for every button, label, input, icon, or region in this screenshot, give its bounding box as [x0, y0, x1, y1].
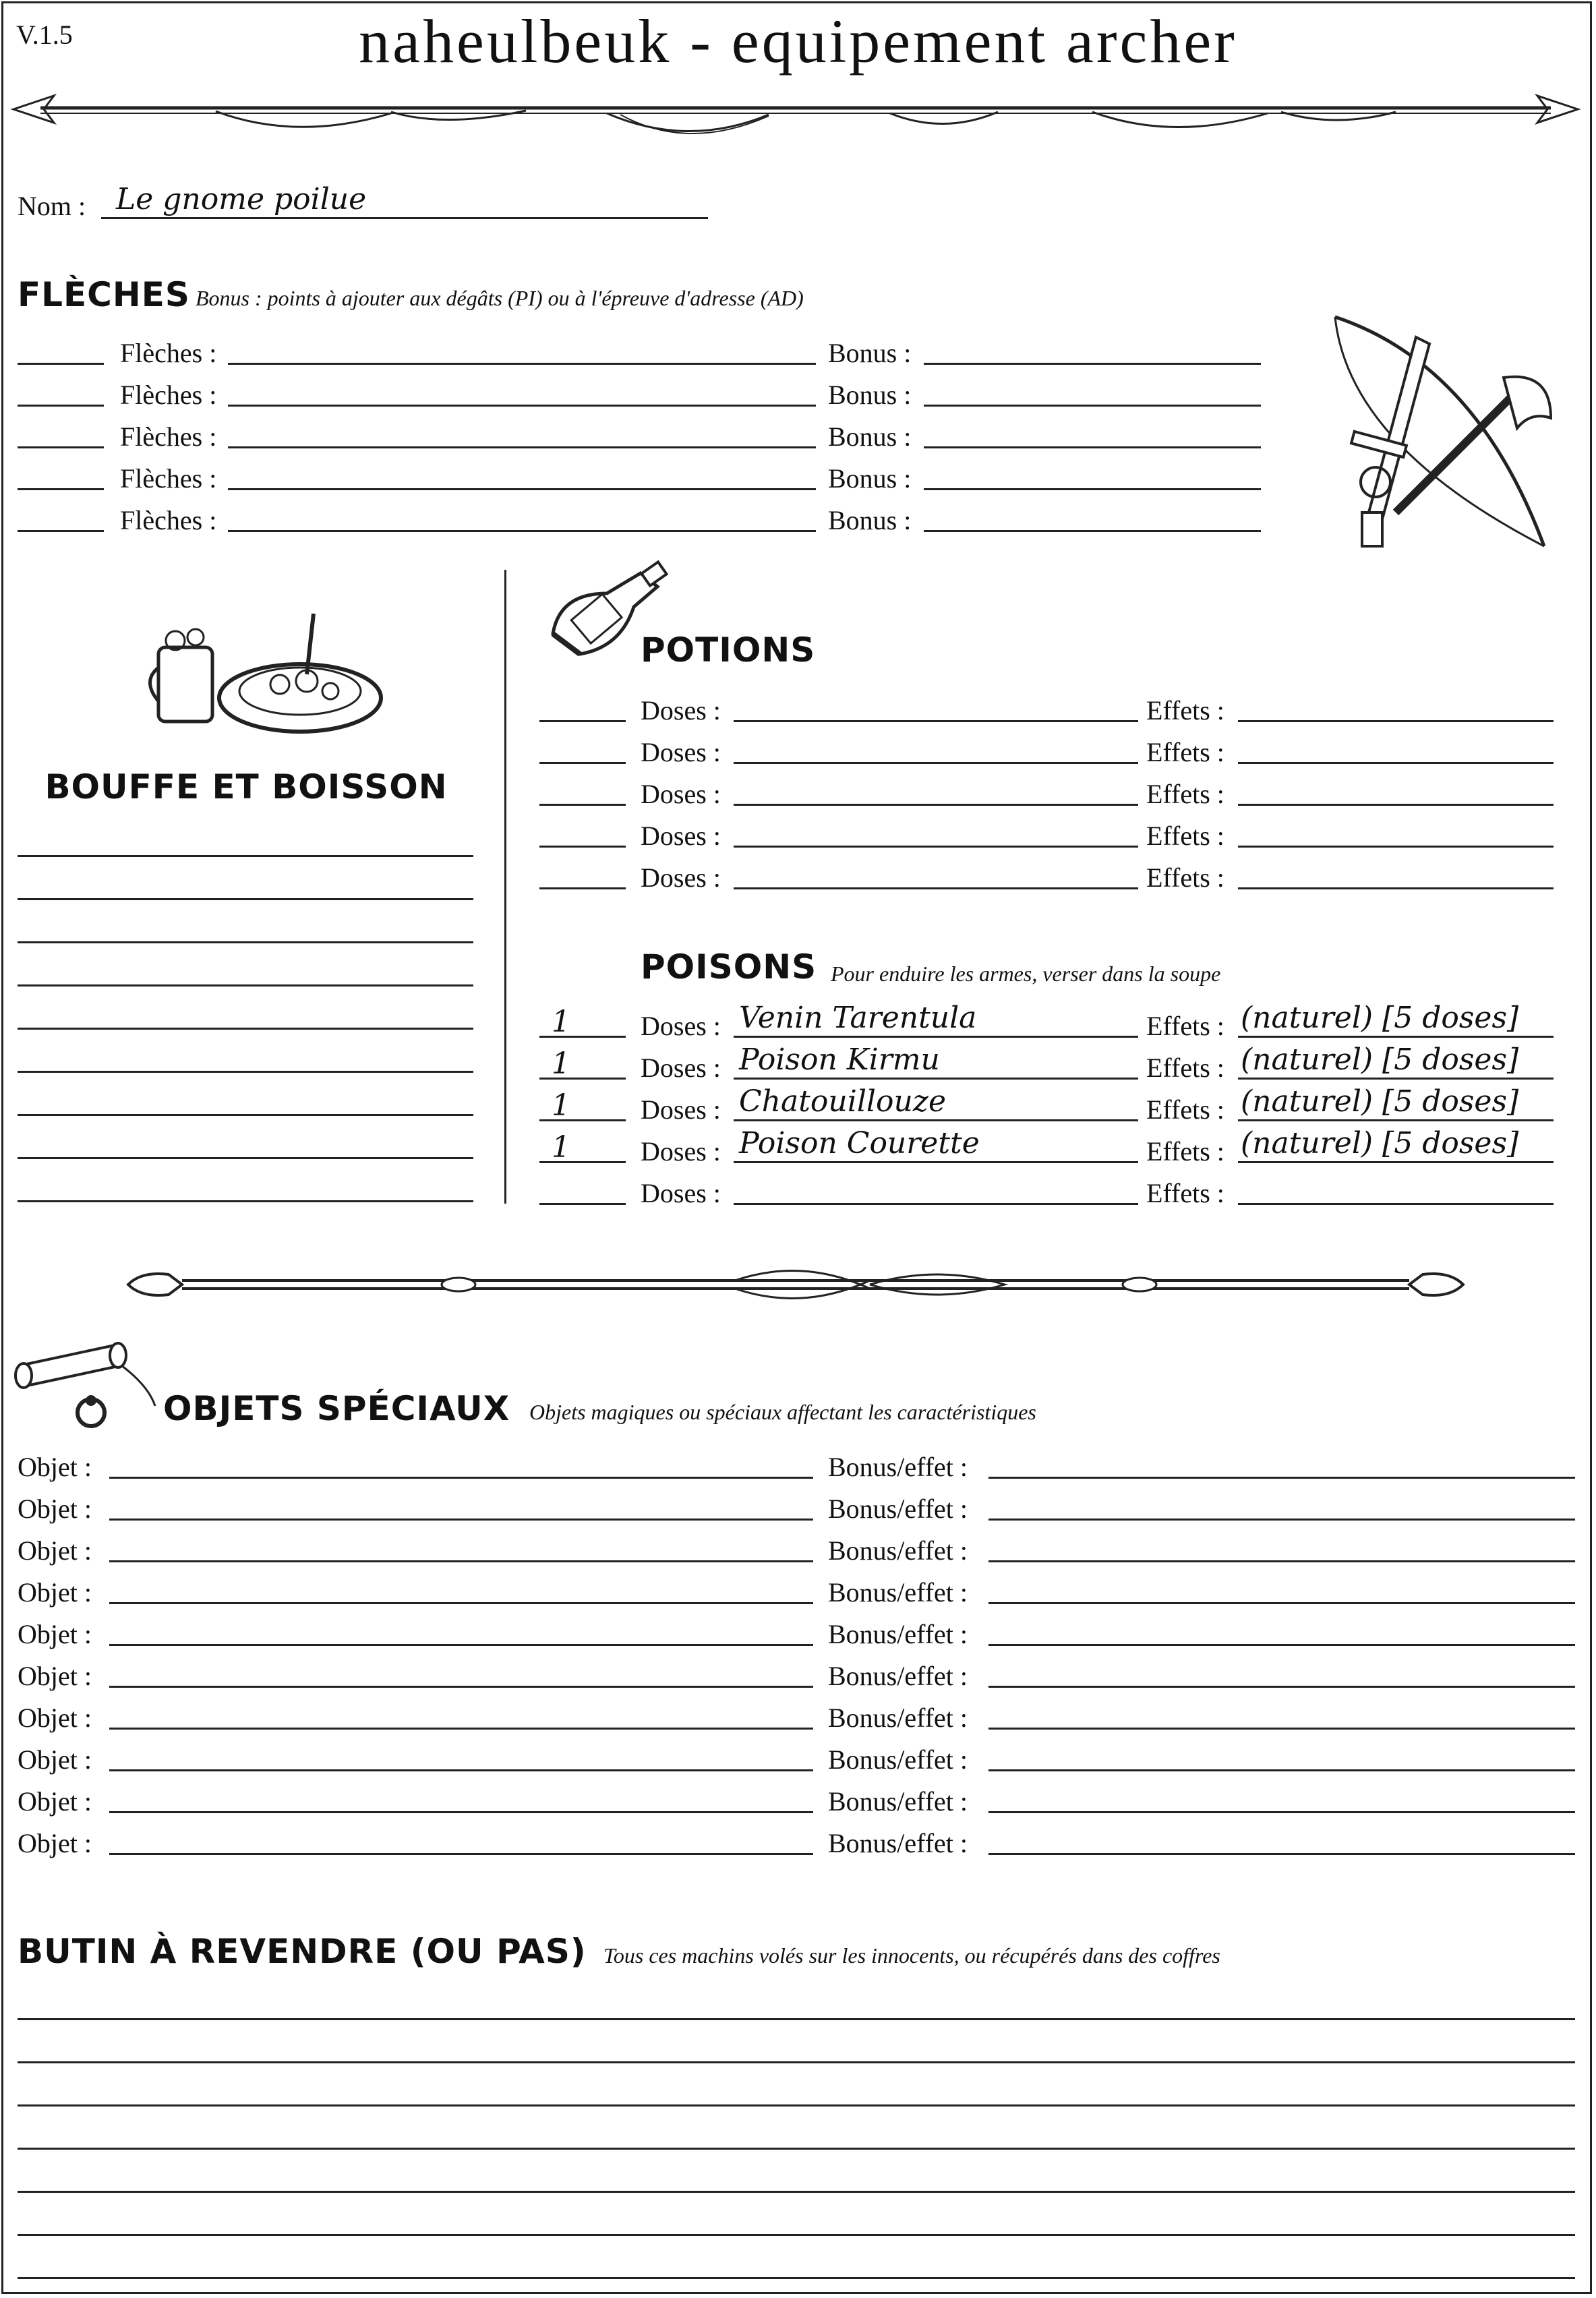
bouffe-line[interactable] — [18, 1071, 473, 1073]
potions-doses-label: Doses : — [641, 821, 721, 851]
poisons-qty-value: 1 — [552, 1005, 570, 1039]
objet-label: Objet : — [18, 1577, 92, 1608]
butin-line[interactable] — [18, 2018, 1575, 2020]
poisons-qty-value: 1 — [552, 1130, 570, 1165]
page-title: naheulbeuk - equipement archer — [359, 7, 1237, 76]
objets-subtitle: Objets magiques ou spéciaux affectant les caractéristiques — [529, 1400, 1036, 1424]
bouffe-title: BOUFFE ET BOISSON — [45, 767, 448, 806]
potions-effets-label: Effets : — [1146, 737, 1224, 767]
butin-line[interactable] — [18, 2277, 1575, 2279]
objet-field-line[interactable] — [109, 1853, 813, 1855]
fleches-label: Flèches : — [120, 505, 217, 535]
fleches-bonus-label: Bonus : — [828, 380, 912, 410]
objet-bonus-line[interactable] — [988, 1769, 1575, 1771]
fleches-field-line[interactable] — [228, 363, 816, 365]
poisons-doses-line[interactable] — [734, 1078, 1138, 1080]
fleches-label: Flèches : — [120, 380, 217, 410]
potions-doses-label: Doses : — [641, 779, 721, 809]
butin-line[interactable] — [18, 2148, 1575, 2150]
poisons-qty-line[interactable] — [539, 1203, 626, 1205]
poisons-doses-label: Doses : — [641, 1136, 721, 1167]
objet-bonus-line[interactable] — [988, 1728, 1575, 1730]
objet-bonus-line[interactable] — [988, 1602, 1575, 1604]
fleches-label: Flèches : — [120, 463, 217, 494]
bouffe-line[interactable] — [18, 1028, 473, 1030]
poisons-qty-value: 1 — [552, 1088, 570, 1123]
poisons-doses-line[interactable] — [734, 1036, 1138, 1038]
fleches-bonus-label: Bonus : — [828, 505, 912, 535]
poisons-doses-label: Doses : — [641, 1178, 721, 1208]
poisons-effets-label: Effets : — [1146, 1136, 1224, 1167]
objet-bonus-label: Bonus/effet : — [828, 1494, 968, 1524]
objet-field-line[interactable] — [109, 1728, 813, 1730]
potions-effets-label: Effets : — [1146, 695, 1224, 726]
name-field-line[interactable] — [101, 217, 708, 219]
potions-doses-line[interactable] — [734, 762, 1138, 764]
potions-effets-line[interactable] — [1238, 804, 1554, 806]
objet-field-line[interactable] — [109, 1644, 813, 1646]
poisons-effets-line[interactable] — [1238, 1036, 1554, 1038]
objet-bonus-line[interactable] — [988, 1686, 1575, 1688]
fleches-title: FLÈCHES — [18, 275, 190, 314]
objet-bonus-label: Bonus/effet : — [828, 1744, 968, 1775]
butin-subtitle: Tous ces machins volés sur les innocents, ou récupérés dans des coffres — [603, 1943, 1220, 1968]
bouffe-line[interactable] — [18, 984, 473, 986]
fleches-field-line[interactable] — [228, 488, 816, 490]
fleches-qty-line[interactable] — [18, 405, 104, 407]
potions-qty-line[interactable] — [539, 887, 626, 889]
objet-label: Objet : — [18, 1744, 92, 1775]
fleches-qty-line[interactable] — [18, 530, 104, 532]
objet-field-line[interactable] — [109, 1769, 813, 1771]
staff-divider-icon — [128, 1258, 1463, 1312]
potions-doses-line[interactable] — [734, 887, 1138, 889]
fleches-field-line[interactable] — [228, 405, 816, 407]
bouffe-line[interactable] — [18, 898, 473, 900]
objet-label: Objet : — [18, 1619, 92, 1649]
poisons-doses-label: Doses : — [641, 1053, 721, 1083]
objet-field-line[interactable] — [109, 1519, 813, 1521]
objet-bonus-label: Bonus/effet : — [828, 1619, 968, 1649]
fleches-bonus-line[interactable] — [924, 530, 1261, 532]
objet-label: Objet : — [18, 1703, 92, 1733]
poisons-effets-line[interactable] — [1238, 1161, 1554, 1163]
objet-field-line[interactable] — [109, 1686, 813, 1688]
poisons-effets-value: (naturel) [5 doses] — [1241, 1084, 1519, 1119]
poisons-qty-value: 1 — [552, 1047, 570, 1081]
objet-field-line[interactable] — [109, 1811, 813, 1813]
butin-line[interactable] — [18, 2104, 1575, 2106]
version-label: V.1.5 — [16, 20, 73, 50]
objet-label: Objet : — [18, 1494, 92, 1524]
poisons-effets-label: Effets : — [1146, 1094, 1224, 1125]
poisons-doses-line[interactable] — [734, 1203, 1138, 1205]
potions-doses-label: Doses : — [641, 695, 721, 726]
poisons-doses-label: Doses : — [641, 1094, 721, 1125]
objet-bonus-label: Bonus/effet : — [828, 1452, 968, 1482]
fleches-field-line[interactable] — [228, 446, 816, 448]
objet-bonus-label: Bonus/effet : — [828, 1786, 968, 1817]
fleches-bonus-line[interactable] — [924, 363, 1261, 365]
objet-label: Objet : — [18, 1452, 92, 1482]
poisons-effets-line[interactable] — [1238, 1119, 1554, 1121]
poisons-doses-value: Venin Tarentula — [739, 1001, 977, 1035]
potions-effets-line[interactable] — [1238, 846, 1554, 848]
potions-doses-line[interactable] — [734, 846, 1138, 848]
potions-effets-label: Effets : — [1146, 862, 1224, 893]
potions-effets-line[interactable] — [1238, 762, 1554, 764]
fleches-bonus-line[interactable] — [924, 446, 1261, 448]
objet-bonus-label: Bonus/effet : — [828, 1577, 968, 1608]
poisons-doses-value: Poison Courette — [739, 1126, 980, 1160]
objet-bonus-label: Bonus/effet : — [828, 1661, 968, 1691]
column-divider — [504, 570, 506, 1204]
name-value: Le gnome poilue — [116, 182, 367, 216]
objet-bonus-line[interactable] — [988, 1477, 1575, 1479]
fleches-bonus-label: Bonus : — [828, 338, 912, 368]
objet-bonus-line[interactable] — [988, 1853, 1575, 1855]
objet-label: Objet : — [18, 1828, 92, 1858]
butin-line[interactable] — [18, 2234, 1575, 2236]
poisons-effets-label: Effets : — [1146, 1053, 1224, 1083]
food-plate-icon — [138, 607, 381, 742]
objet-bonus-line[interactable] — [988, 1644, 1575, 1646]
potions-qty-line[interactable] — [539, 846, 626, 848]
fleches-bonus-label: Bonus : — [828, 463, 912, 494]
objet-label: Objet : — [18, 1786, 92, 1817]
fleches-bonus-line[interactable] — [924, 405, 1261, 407]
bouffe-line[interactable] — [18, 855, 473, 857]
potions-doses-line[interactable] — [734, 804, 1138, 806]
objet-field-line[interactable] — [109, 1560, 813, 1562]
fleches-qty-line[interactable] — [18, 488, 104, 490]
bouffe-line[interactable] — [18, 1200, 473, 1202]
potions-effets-label: Effets : — [1146, 779, 1224, 809]
objet-bonus-label: Bonus/effet : — [828, 1828, 968, 1858]
objet-bonus-label: Bonus/effet : — [828, 1535, 968, 1566]
objet-bonus-line[interactable] — [988, 1560, 1575, 1562]
potions-effets-label: Effets : — [1146, 821, 1224, 851]
bouffe-line[interactable] — [18, 1114, 473, 1116]
potions-doses-label: Doses : — [641, 862, 721, 893]
fleches-label: Flèches : — [120, 338, 217, 368]
potions-effets-line[interactable] — [1238, 887, 1554, 889]
butin-line[interactable] — [18, 2061, 1575, 2063]
potions-title: POTIONS — [641, 630, 816, 670]
objet-field-line[interactable] — [109, 1602, 813, 1604]
potions-effets-line[interactable] — [1238, 720, 1554, 722]
poisons-title: POISONS — [641, 947, 817, 986]
fleches-bonus-line[interactable] — [924, 488, 1261, 490]
objet-bonus-line[interactable] — [988, 1811, 1575, 1813]
fleches-bonus-label: Bonus : — [828, 421, 912, 452]
poisons-effets-line[interactable] — [1238, 1203, 1554, 1205]
fleches-qty-line[interactable] — [18, 446, 104, 448]
potions-doses-label: Doses : — [641, 737, 721, 767]
butin-line[interactable] — [18, 2191, 1575, 2193]
poisons-effets-label: Effets : — [1146, 1011, 1224, 1041]
poisons-doses-line[interactable] — [734, 1161, 1138, 1163]
poisons-effets-value: (naturel) [5 doses] — [1241, 1001, 1519, 1035]
fleches-field-line[interactable] — [228, 530, 816, 532]
potions-qty-line[interactable] — [539, 720, 626, 722]
poisons-effets-label: Effets : — [1146, 1178, 1224, 1208]
bouffe-line[interactable] — [18, 941, 473, 943]
fleches-subtitle: Bonus : points à ajouter aux dégâts (PI) ou à l'épreuve d'adresse (AD) — [196, 286, 804, 310]
crossed-weapons-icon — [1322, 310, 1578, 553]
objet-label: Objet : — [18, 1535, 92, 1566]
fleches-label: Flèches : — [120, 421, 217, 452]
poisons-doses-value: Chatouillouze — [739, 1084, 947, 1119]
fleches-qty-line[interactable] — [18, 363, 104, 365]
poisons-doses-line[interactable] — [734, 1119, 1138, 1121]
objet-bonus-label: Bonus/effet : — [828, 1703, 968, 1733]
poisons-subtitle: Pour enduire les armes, verser dans la soupe — [831, 962, 1221, 986]
name-label: Nom : — [18, 191, 86, 221]
poisons-effets-line[interactable] — [1238, 1078, 1554, 1080]
potions-qty-line[interactable] — [539, 762, 626, 764]
poisons-effets-value: (naturel) [5 doses] — [1241, 1042, 1519, 1077]
poisons-doses-label: Doses : — [641, 1011, 721, 1041]
objet-field-line[interactable] — [109, 1477, 813, 1479]
arrow-divider-icon — [13, 88, 1578, 148]
butin-title: BUTIN À REVENDRE (OU PAS) — [18, 1932, 587, 1971]
poisons-effets-value: (naturel) [5 doses] — [1241, 1126, 1519, 1160]
objet-label: Objet : — [18, 1661, 92, 1691]
potions-doses-line[interactable] — [734, 720, 1138, 722]
poisons-doses-value: Poison Kirmu — [739, 1042, 940, 1077]
potions-qty-line[interactable] — [539, 804, 626, 806]
bouffe-line[interactable] — [18, 1157, 473, 1159]
scroll-ring-icon — [13, 1338, 162, 1433]
objets-title: OBJETS SPÉCIAUX — [163, 1389, 510, 1428]
objet-bonus-line[interactable] — [988, 1519, 1575, 1521]
